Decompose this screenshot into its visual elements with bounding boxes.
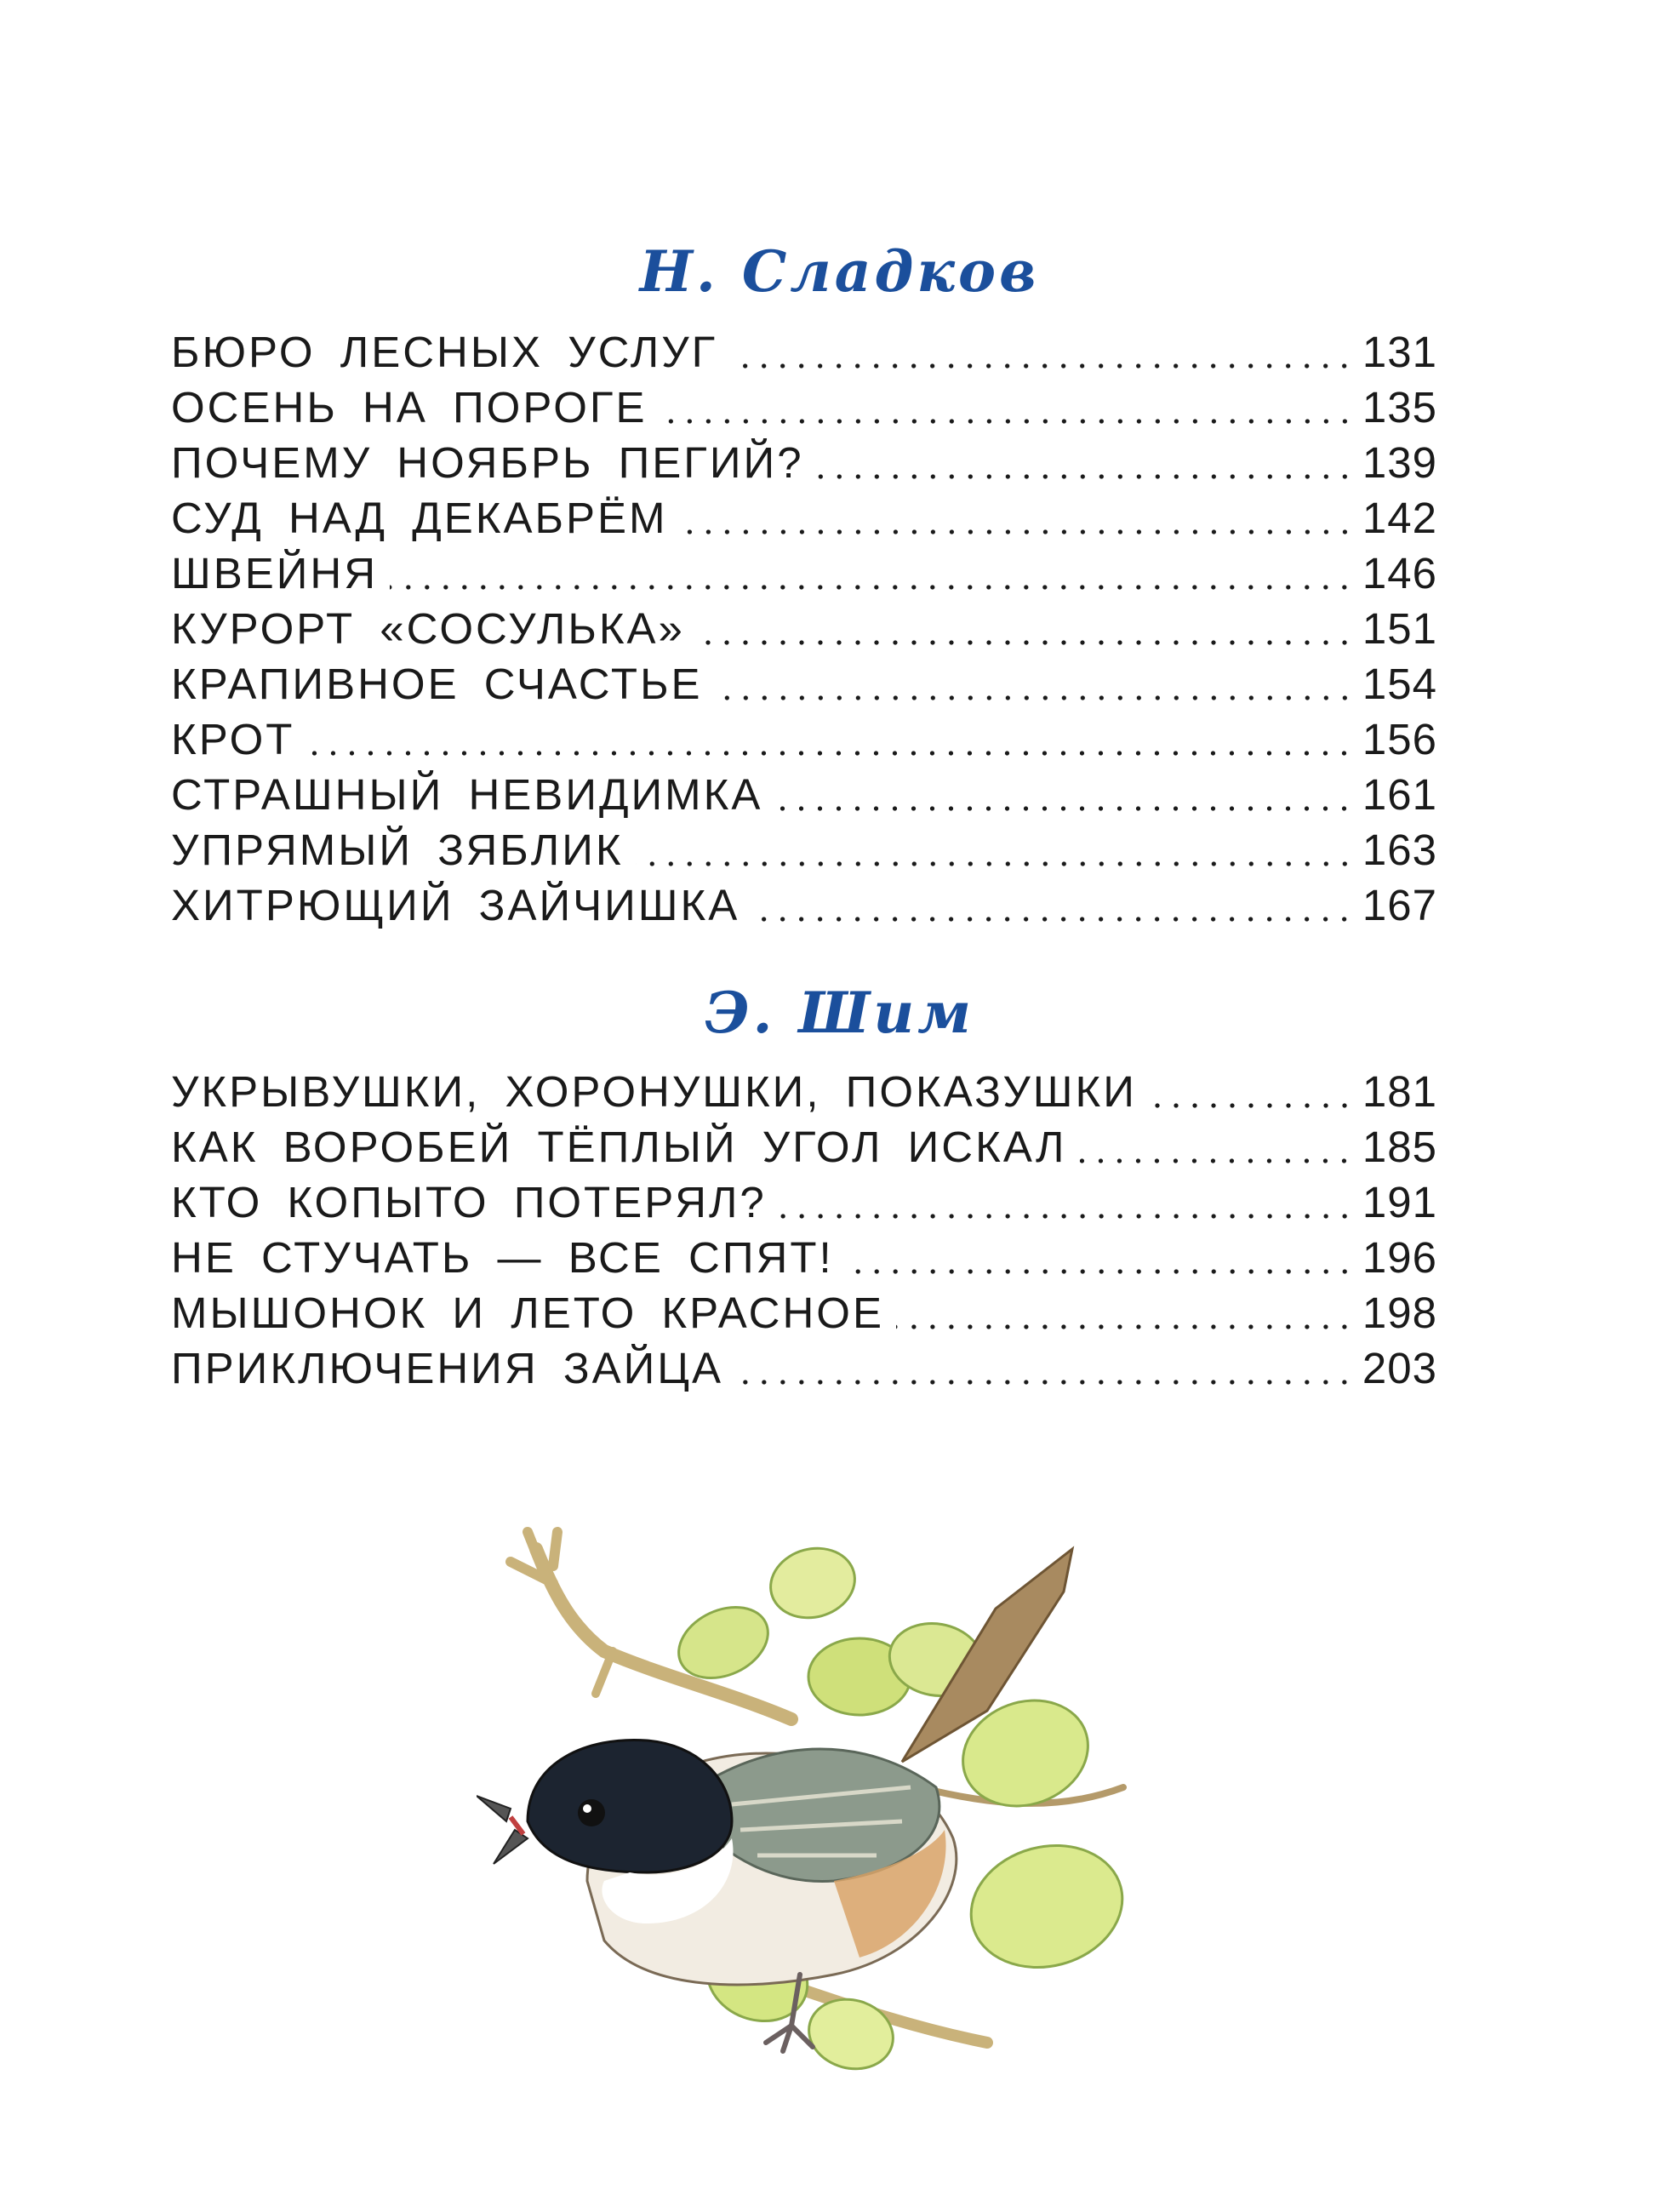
toc-entry-title: ПРИКЛЮЧЕНИЯ ЗАЙЦА — [171, 1344, 724, 1392]
dot-leader — [680, 526, 1354, 538]
toc-entry — [171, 880, 1437, 935]
dot-leader — [816, 471, 1354, 483]
toc-entry — [171, 1122, 1437, 1177]
toc-entry-page-number: 135 — [1362, 383, 1437, 432]
dot-leader — [306, 747, 1353, 759]
toc-entry-title: ПОЧЕМУ НОЯБРЬ ПЕГИЙ? — [171, 438, 804, 487]
toc-entry-page-number: 151 — [1362, 604, 1437, 653]
toc-list-sladkov — [171, 327, 1437, 935]
toc-entry-page-number: 142 — [1362, 494, 1437, 542]
toc-entry-title: КУРОРТ «СОСУЛЬКА» — [171, 604, 685, 653]
toc-entry — [171, 659, 1437, 714]
dot-leader — [774, 803, 1354, 814]
toc-entry-page-number: 167 — [1362, 881, 1437, 929]
toc-entry — [171, 769, 1437, 825]
toc-entry — [171, 1288, 1437, 1343]
dot-leader — [636, 858, 1354, 870]
toc-entry — [171, 1066, 1437, 1122]
toc-list-shim — [171, 1066, 1437, 1398]
dot-leader — [1078, 1155, 1353, 1167]
toc-entry — [171, 327, 1437, 382]
toc-entry-title: СУД НАД ДЕКАБРЁМ — [171, 494, 668, 542]
tit-bird-on-branch-icon — [477, 1481, 1174, 2077]
toc-entry-title: УКРЫВУШКИ, ХОРОНУШКИ, ПОКАЗУШКИ — [171, 1067, 1137, 1116]
toc-entry-title: КРАПИВНОЕ СЧАСТЬЕ — [171, 660, 703, 708]
dot-leader — [697, 637, 1354, 649]
toc-entry-page-number: 196 — [1362, 1233, 1437, 1282]
author-heading-shim: Э. Шим — [705, 980, 974, 1046]
toc-entry-page-number: 156 — [1362, 715, 1437, 763]
toc-entry — [171, 603, 1437, 659]
dot-leader — [390, 581, 1354, 593]
toc-entry-title: КРОТ — [171, 715, 295, 763]
dot-leader — [846, 1266, 1354, 1277]
toc-entry-title: КАК ВОРОБЕЙ ТЁПЛЫЙ УГОЛ ИСКАЛ — [171, 1123, 1067, 1171]
toc-entry — [171, 493, 1437, 548]
dot-leader — [660, 415, 1354, 427]
toc-entry-page-number: 203 — [1362, 1344, 1437, 1392]
toc-entry-title: УПРЯМЫЙ ЗЯБЛИК — [171, 826, 624, 874]
toc-entry — [171, 1177, 1437, 1232]
author-heading-sladkov: Н. Сладков — [639, 238, 1040, 305]
toc-entry-page-number: 131 — [1362, 328, 1437, 376]
dot-leader — [1149, 1100, 1354, 1112]
toc-entry-page-number: 191 — [1362, 1178, 1437, 1226]
toc-entry-page-number: 185 — [1362, 1123, 1437, 1171]
toc-entry-page-number: 161 — [1362, 770, 1437, 819]
toc-entry — [171, 714, 1437, 769]
toc-entry — [171, 825, 1437, 880]
dot-leader — [715, 692, 1354, 704]
toc-entry-page-number: 139 — [1362, 438, 1437, 487]
toc-entry — [171, 437, 1437, 493]
toc-entry-title: БЮРО ЛЕСНЫХ УСЛУГ — [171, 328, 718, 376]
toc-entry-title: КТО КОПЫТО ПОТЕРЯЛ? — [171, 1178, 767, 1226]
toc-entry-title: НЕ СТУЧАТЬ — ВСЕ СПЯТ! — [171, 1233, 834, 1282]
dot-leader — [729, 360, 1354, 372]
toc-entry-page-number: 163 — [1362, 826, 1437, 874]
toc-entry-page-number: 154 — [1362, 660, 1437, 708]
dot-leader — [896, 1321, 1354, 1333]
toc-entry — [171, 548, 1437, 603]
toc-entry-title: ОСЕНЬ НА ПОРОГЕ — [171, 383, 648, 432]
toc-entry-page-number: 181 — [1362, 1067, 1437, 1116]
toc-entry-title: ШВЕЙНЯ — [171, 549, 379, 597]
toc-entry-page-number: 198 — [1362, 1289, 1437, 1337]
toc-entry — [171, 1232, 1437, 1288]
toc-entry — [171, 382, 1437, 437]
toc-entry-page-number: 146 — [1362, 549, 1437, 597]
dot-leader — [779, 1210, 1354, 1222]
toc-entry — [171, 1343, 1437, 1398]
toc-entry-title: МЫШОНОК И ЛЕТО КРАСНОЕ — [171, 1289, 884, 1337]
toc-entry-title: ХИТРЮЩИЙ ЗАЙЧИШКА — [171, 881, 740, 929]
dot-leader — [735, 1376, 1354, 1388]
toc-entry-title: СТРАШНЫЙ НЕВИДИМКА — [171, 770, 763, 819]
dot-leader — [751, 913, 1354, 925]
